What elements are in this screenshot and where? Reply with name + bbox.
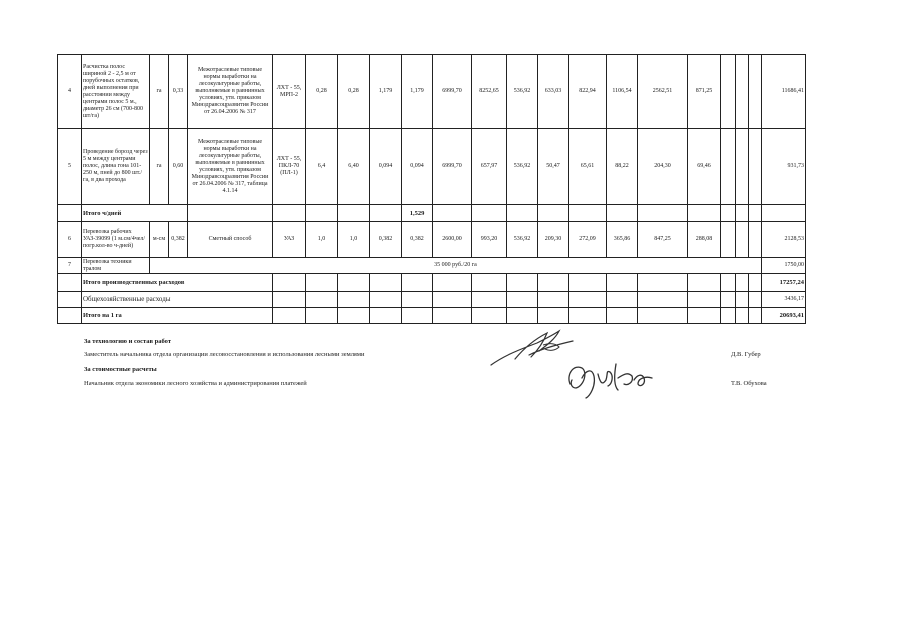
value-cell: 536,92 <box>507 129 538 205</box>
row-number: 4 <box>58 55 82 129</box>
row-total: 1750,00 <box>762 258 806 274</box>
table-row <box>58 222 806 258</box>
work-description: Проведение борозд через 5 м между центрами полос, длина гона 101-250 м, пней до 800 шт./га, в два прохода <box>82 129 150 205</box>
value-cell: 0,382 <box>402 222 433 258</box>
subtotal-value: 1,529 <box>402 205 433 222</box>
empty-cell <box>433 205 472 222</box>
row-total: 2128,53 <box>762 222 806 258</box>
machine-cell: ЛХТ - 55, ПКЛ-70 (ПЛ-1) <box>273 129 306 205</box>
machine-cell: УАЗ <box>273 222 306 258</box>
value-cell: 6999,70 <box>433 55 472 129</box>
tech-position: Заместитель начальника отдела организации лесовосстановления и использования лесными землями <box>84 351 365 358</box>
empty-cell <box>749 55 762 129</box>
empty-cell <box>736 55 749 129</box>
empty-cell <box>736 222 749 258</box>
transport-rate: 35 000 руб./20 га <box>150 258 762 274</box>
empty-cell <box>58 205 82 222</box>
cost-table <box>57 54 806 324</box>
norm-reference: Межотраслевые типовые нормы выработки на лесокультурные работы, выполняемые в равнинных условиях, утв. приказом Минздравсоцразвития России от 26.04.2006 № 317, таблица 4.1.14 <box>188 129 273 205</box>
value-cell: 1106,54 <box>607 55 638 129</box>
cost-position: Начальник отдела экономики лесного хозяйства и администрирования платежей <box>84 380 307 387</box>
quantity-cell: 0,382 <box>169 222 188 258</box>
value-cell: 272,09 <box>569 222 607 258</box>
value-cell: 0,28 <box>306 55 338 129</box>
unit-cell: га <box>150 55 169 129</box>
empty-cell <box>306 205 338 222</box>
value-cell: 1,179 <box>402 55 433 129</box>
value-cell: 657,97 <box>472 129 507 205</box>
summary-value: 17257,24 <box>762 274 806 292</box>
unit-cell: м-см <box>150 222 169 258</box>
cost-signatory-name: Т.В. Обухова <box>731 380 767 387</box>
value-cell: 0,382 <box>370 222 402 258</box>
empty-cell <box>188 205 273 222</box>
empty-cell <box>58 292 82 308</box>
empty-cell <box>638 205 688 222</box>
value-cell: 0,094 <box>370 129 402 205</box>
row-number: 5 <box>58 129 82 205</box>
value-cell: 50,47 <box>538 129 569 205</box>
value-cell: 633,03 <box>538 55 569 129</box>
value-cell: 65,61 <box>569 129 607 205</box>
empty-cell <box>721 129 736 205</box>
empty-cell <box>58 274 82 292</box>
value-cell: 6,4 <box>306 129 338 205</box>
empty-cell <box>736 205 749 222</box>
summary-row <box>58 274 806 292</box>
empty-cell <box>721 222 736 258</box>
subtotal-row <box>58 205 806 222</box>
value-cell: 536,92 <box>507 222 538 258</box>
summary-row <box>58 292 806 308</box>
work-description: Перевозка рабочих УАЗ-39099 (1 м.см/4чел/погр.кол-во ч-дней) <box>82 222 150 258</box>
quantity-cell: 0,33 <box>169 55 188 129</box>
summary-label: Общехозяйственные расходы <box>82 292 273 308</box>
empty-cell <box>688 205 721 222</box>
quantity-cell: 0,60 <box>169 129 188 205</box>
value-cell: 993,20 <box>472 222 507 258</box>
summary-label: Итого на 1 га <box>82 308 273 324</box>
value-cell: 822,94 <box>569 55 607 129</box>
value-cell: 204,30 <box>638 129 688 205</box>
machine-cell: ЛХТ - 55, МРП-2 <box>273 55 306 129</box>
table-row <box>58 258 806 274</box>
handwritten-signature-icon <box>562 356 657 400</box>
value-cell: 1,0 <box>306 222 338 258</box>
value-cell: 6999,70 <box>433 129 472 205</box>
empty-cell <box>273 205 306 222</box>
row-total: 931,73 <box>762 129 806 205</box>
row-total: 11686,41 <box>762 55 806 129</box>
empty-cell <box>538 205 569 222</box>
summary-value: 20693,41 <box>762 308 806 324</box>
summary-label: Итого производственных расходов <box>82 274 273 292</box>
empty-cell <box>749 205 762 222</box>
work-description: Перевозка техники тралом <box>82 258 150 274</box>
empty-cell <box>749 222 762 258</box>
empty-cell <box>721 205 736 222</box>
value-cell: 2600,00 <box>433 222 472 258</box>
value-cell: 8252,65 <box>472 55 507 129</box>
table-row <box>58 55 806 129</box>
empty-cell <box>721 55 736 129</box>
subtotal-label: Итого ч/дней <box>82 205 188 222</box>
empty-cell <box>507 205 538 222</box>
value-cell: 847,25 <box>638 222 688 258</box>
value-cell: 0,28 <box>338 55 370 129</box>
value-cell: 0,094 <box>402 129 433 205</box>
empty-cell <box>762 205 806 222</box>
empty-cell <box>338 205 370 222</box>
value-cell: 6,40 <box>338 129 370 205</box>
value-cell: 871,25 <box>688 55 721 129</box>
value-cell: 69,46 <box>688 129 721 205</box>
value-cell: 365,86 <box>607 222 638 258</box>
table-row <box>58 129 806 205</box>
tech-heading: За технологию и состав работ <box>84 338 172 345</box>
work-description: Расчистка полос шириной 2 - 2,5 м от порубочных остатков, дней выполнения при расстоянии между центрами полос 5 м., диаметр 26 см (700-800 шт/га) <box>82 55 150 129</box>
tech-signatory-name: Д.В. Губер <box>731 351 761 358</box>
cost-heading: За стоимостные расчеты <box>84 366 157 373</box>
row-number: 7 <box>58 258 82 274</box>
empty-cell <box>370 205 402 222</box>
value-cell: 88,22 <box>607 129 638 205</box>
value-cell: 536,92 <box>507 55 538 129</box>
value-cell: 1,0 <box>338 222 370 258</box>
value-cell: 209,30 <box>538 222 569 258</box>
value-cell: 288,08 <box>688 222 721 258</box>
empty-cell <box>607 205 638 222</box>
summary-value: 3436,17 <box>762 292 806 308</box>
value-cell: 1,179 <box>370 55 402 129</box>
unit-cell: га <box>150 129 169 205</box>
empty-cell <box>749 129 762 205</box>
norm-reference: Сметный способ <box>188 222 273 258</box>
empty-cell <box>569 205 607 222</box>
norm-reference: Межотраслевые типовые нормы выработки на лесокультурные работы, выполняемые в равнинных условиях, утв. приказом Минздравсоцразвития России от 26.04.2006 № 317 <box>188 55 273 129</box>
row-number: 6 <box>58 222 82 258</box>
summary-row <box>58 308 806 324</box>
empty-cell <box>472 205 507 222</box>
value-cell: 2562,51 <box>638 55 688 129</box>
empty-cell <box>736 129 749 205</box>
empty-cell <box>58 308 82 324</box>
